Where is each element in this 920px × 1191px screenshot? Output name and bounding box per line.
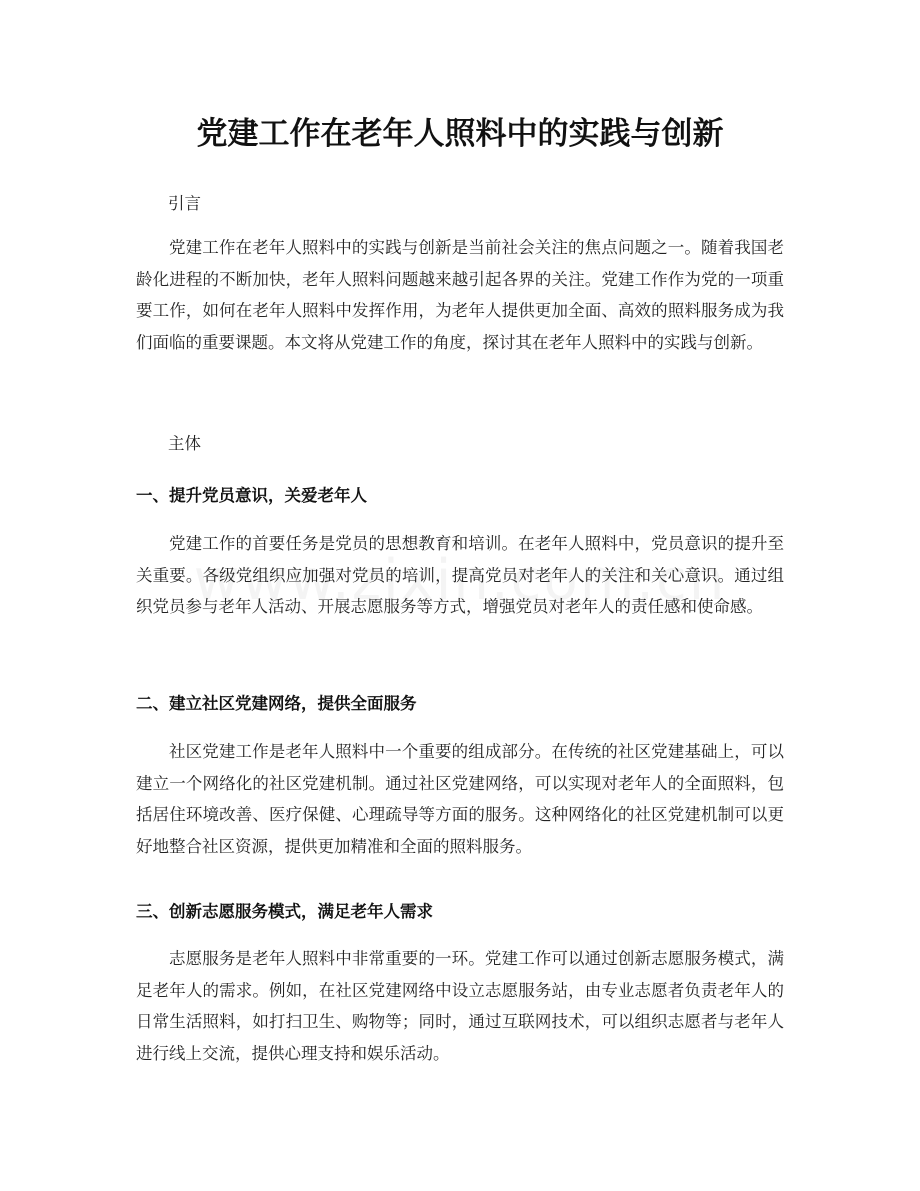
section-paragraph-2: 社区党建工作是老年人照料中一个重要的组成部分。在传统的社区党建基础上，可以建立一个网络化的社区党建机制。通过社区党建网络，可以实现对老年人的全面照料，包括居住环境改善、医疗保健、心理疏导等方面的服务。这种网络化的社区党建机制可以更好地整合社区资源，提供更加精准和全面的照料服务。 xyxy=(136,742,784,856)
section-heading-3: 三、创新志愿服务模式，满足老年人需求 xyxy=(136,902,433,921)
section-paragraph-3: 志愿服务是老年人照料中非常重要的一环。党建工作可以通过创新志愿服务模式，满足老年人的需求。例如，在社区党建网络中设立志愿服务站，由专业志愿者负责老年人的日常生活照料，如打扫卫生、购物等；同时，通过互联网技术，可以组织志愿者与老年人进行线上交流，提供心理支持和娱乐活动。 xyxy=(136,949,784,1063)
document-title: 党建工作在老年人照料中的实践与创新 xyxy=(196,116,724,152)
section-paragraph-1: 党建工作的首要任务是党员的思想教育和培训。在老年人照料中，党员意识的提升至关重要。各级党组织应加强对党员的培训，提高党员对老年人的关注和关心意识。通过组织党员参与老年人活动、开展志愿服务等方式，增强党员对老年人的责任感和使命感。 xyxy=(136,534,784,617)
section-heading-2: 二、建立社区党建网络，提供全面服务 xyxy=(136,694,417,713)
intro-label: 引言 xyxy=(168,194,201,213)
intro-paragraph: 党建工作在老年人照料中的实践与创新是当前社会关注的焦点问题之一。随着我国老龄化进程的不断加快，老年人照料问题越来越引起各界的关注。党建工作作为党的一项重要工作，如何在老年人照料中发挥作用，为老年人提供更加全面、高效的照料服务成为我们面临的重要课题。本文将从党建工作的角度，探讨其在老年人照料中的实践与创新。 xyxy=(136,238,784,352)
section-heading-1: 一、提升党员意识，关爱老年人 xyxy=(136,486,367,505)
body-label: 主体 xyxy=(168,434,201,453)
